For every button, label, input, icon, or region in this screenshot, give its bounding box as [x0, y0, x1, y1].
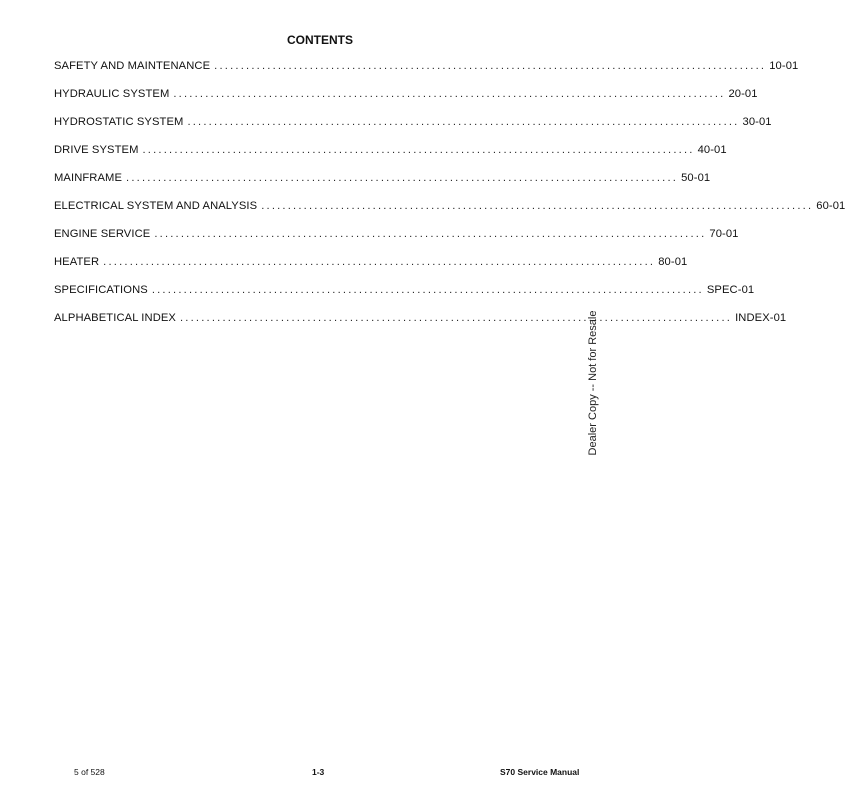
toc-entry-title: HEATER	[54, 256, 100, 268]
toc-entry-hydraulic[interactable]	[54, 88, 758, 116]
dot-leader: ........................................................................................................	[180, 312, 733, 324]
footer-manual-name: S70 Service Manual	[500, 767, 580, 777]
dealer-watermark: Dealer Copy -- Not for Resale	[587, 310, 599, 456]
toc-entry-title: DRIVE SYSTEM	[54, 144, 139, 156]
toc-entry-page: 10-01	[769, 60, 799, 72]
toc-entry-page: 30-01	[742, 116, 772, 128]
toc-entry-electrical[interactable]	[54, 200, 845, 228]
dot-leader: ........................................................................................................	[261, 200, 814, 212]
toc-entry-title: SAFETY AND MAINTENANCE	[54, 60, 211, 72]
toc-entry-page: 80-01	[658, 256, 688, 268]
toc-entry-index[interactable]	[54, 312, 787, 340]
dot-leader: ........................................................................................................	[126, 172, 679, 184]
toc-entry-page: 50-01	[681, 172, 711, 184]
dot-leader: ........................................................................................................	[154, 228, 707, 240]
page-title: CONTENTS	[287, 33, 353, 47]
toc-entry-title: SPECIFICATIONS	[54, 284, 148, 296]
toc-entry-heater[interactable]	[54, 256, 688, 284]
toc-entry-page: 20-01	[728, 88, 758, 100]
toc-entry-page: 40-01	[697, 144, 727, 156]
toc-entry-page: INDEX-01	[735, 312, 787, 324]
dot-leader: ........................................................................................................	[214, 60, 767, 72]
toc-entry-drive[interactable]	[54, 144, 727, 172]
toc-entry-page: 60-01	[816, 200, 845, 212]
toc-entry-page: 70-01	[709, 228, 739, 240]
toc-entry-title: ALPHABETICAL INDEX	[54, 312, 176, 324]
toc-entry-title: MAINFRAME	[54, 172, 123, 184]
toc-entry-title: ENGINE SERVICE	[54, 228, 151, 240]
toc-entry-title: HYDROSTATIC SYSTEM	[54, 116, 184, 128]
toc-entry-title: HYDRAULIC SYSTEM	[54, 88, 170, 100]
toc-entry-safety[interactable]	[54, 60, 799, 88]
toc-entry-engine[interactable]	[54, 228, 739, 256]
toc-entry-page: SPEC-01	[706, 284, 755, 296]
dot-leader: ........................................................................................................	[173, 88, 726, 100]
dot-leader: ........................................................................................................	[151, 284, 704, 296]
toc-entry-specifications[interactable]	[54, 284, 755, 312]
table-of-contents	[54, 60, 845, 340]
toc-entry-mainframe[interactable]	[54, 172, 711, 200]
dot-leader: ........................................................................................................	[187, 116, 740, 128]
dot-leader: ........................................................................................................	[103, 256, 656, 268]
toc-entry-hydrostatic[interactable]	[54, 116, 772, 144]
dot-leader: ........................................................................................................	[142, 144, 695, 156]
footer-page-count: 5 of 528	[74, 767, 105, 777]
toc-entry-title: ELECTRICAL SYSTEM AND ANALYSIS	[54, 200, 258, 212]
footer-page-number: 1-3	[312, 767, 325, 777]
